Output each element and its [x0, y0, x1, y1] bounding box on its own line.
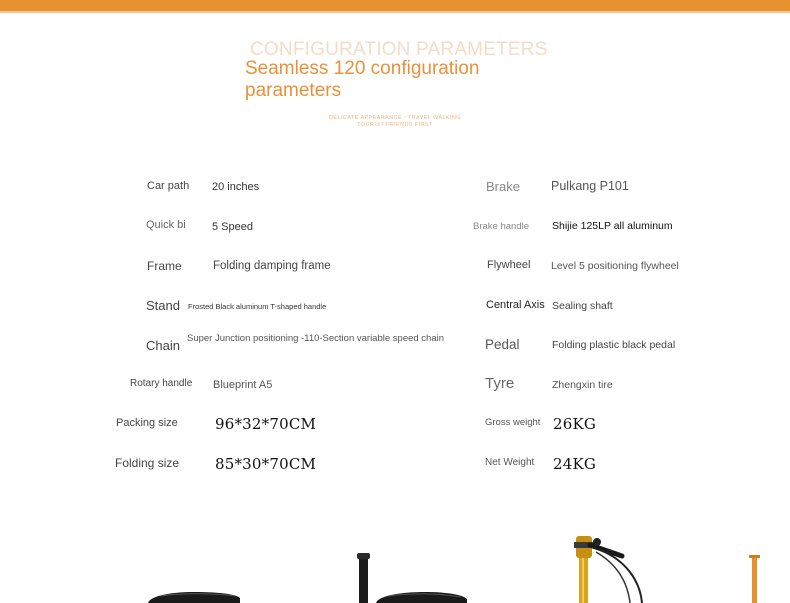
spec-value-net-weight: 24KG: [553, 455, 597, 473]
product-photo-strip: [0, 520, 790, 603]
product-photos: [0, 520, 790, 603]
tagline-line1: DELICATE APPEARANCE · TRAVEL WALKING: [329, 115, 461, 121]
spec-value-flywheel: Level 5 positioning flywheel: [551, 260, 679, 272]
spec-label-folding-size: Folding size: [115, 456, 180, 470]
tagline: [325, 115, 465, 129]
spec-label-stand: Stand: [146, 298, 180, 313]
background-title: CONFIGURATION PARAMETERS: [250, 39, 548, 60]
top-accent-shade: [0, 11, 790, 13]
top-accent-bar: [0, 0, 790, 11]
spec-value-rotary-handle: Blueprint A5: [213, 379, 273, 391]
page-title-line1: Seamless 120 configuration: [245, 58, 480, 79]
tagline-line2: TOURIST FRIENDS FIRST: [357, 122, 433, 128]
spec-label-net-weight: Net Weight: [485, 457, 535, 468]
spec-value-stand: Frosted Black aluminum T-shaped handle: [188, 302, 327, 311]
spec-label-rotary-handle: Rotary handle: [130, 378, 193, 389]
spec-label-pedal: Pedal: [485, 337, 520, 352]
spec-value-brake-handle: Shijie 125LP all aluminum: [552, 220, 673, 232]
spec-value-car-path: 20 inches: [212, 181, 260, 193]
spec-value-central-axis: Sealing shaft: [552, 300, 613, 312]
spec-value-quick-bi: 5 Speed: [212, 221, 253, 233]
page-title: [245, 58, 479, 102]
spec-value-pedal: Folding plastic black pedal: [552, 339, 676, 351]
seatpost-saddle-icon: [357, 553, 467, 603]
spec-label-frame: Frame: [147, 259, 182, 273]
spec-value-brake: Pulkang P101: [551, 179, 629, 193]
spec-value-frame: Folding damping frame: [213, 260, 331, 272]
spec-value-chain: Super Junction positioning -110-Section variable speed chain: [187, 333, 445, 344]
spec-value-gross-weight: 26KG: [553, 415, 597, 433]
spec-label-flywheel: Flywheel: [487, 259, 531, 271]
bike-saddle-icon: [148, 592, 240, 603]
handlebar-stem-icon: [574, 536, 642, 603]
spec-label-packing-size: Packing size: [116, 417, 178, 429]
spec-label-car-path: Car path: [147, 180, 190, 192]
spec-label-brake: Brake: [486, 179, 520, 194]
page-title-line2: parameters: [245, 80, 342, 101]
spec-label-chain: Chain: [146, 338, 180, 353]
spec-value-folding-size: 85*30*70CM: [215, 455, 317, 473]
spec-label-brake-handle: Brake handle: [473, 221, 529, 232]
spec-value-tyre: Zhengxin tire: [552, 379, 613, 391]
spec-value-packing-size: 96*32*70CM: [215, 415, 317, 433]
spec-label-tyre: Tyre: [485, 375, 515, 392]
spec-label-central-axis: Central Axis: [486, 299, 545, 311]
spec-label-gross-weight: Gross weight: [485, 417, 541, 428]
spec-label-quick-bi: Quick bi: [146, 219, 186, 231]
orange-post-icon: [749, 555, 760, 603]
